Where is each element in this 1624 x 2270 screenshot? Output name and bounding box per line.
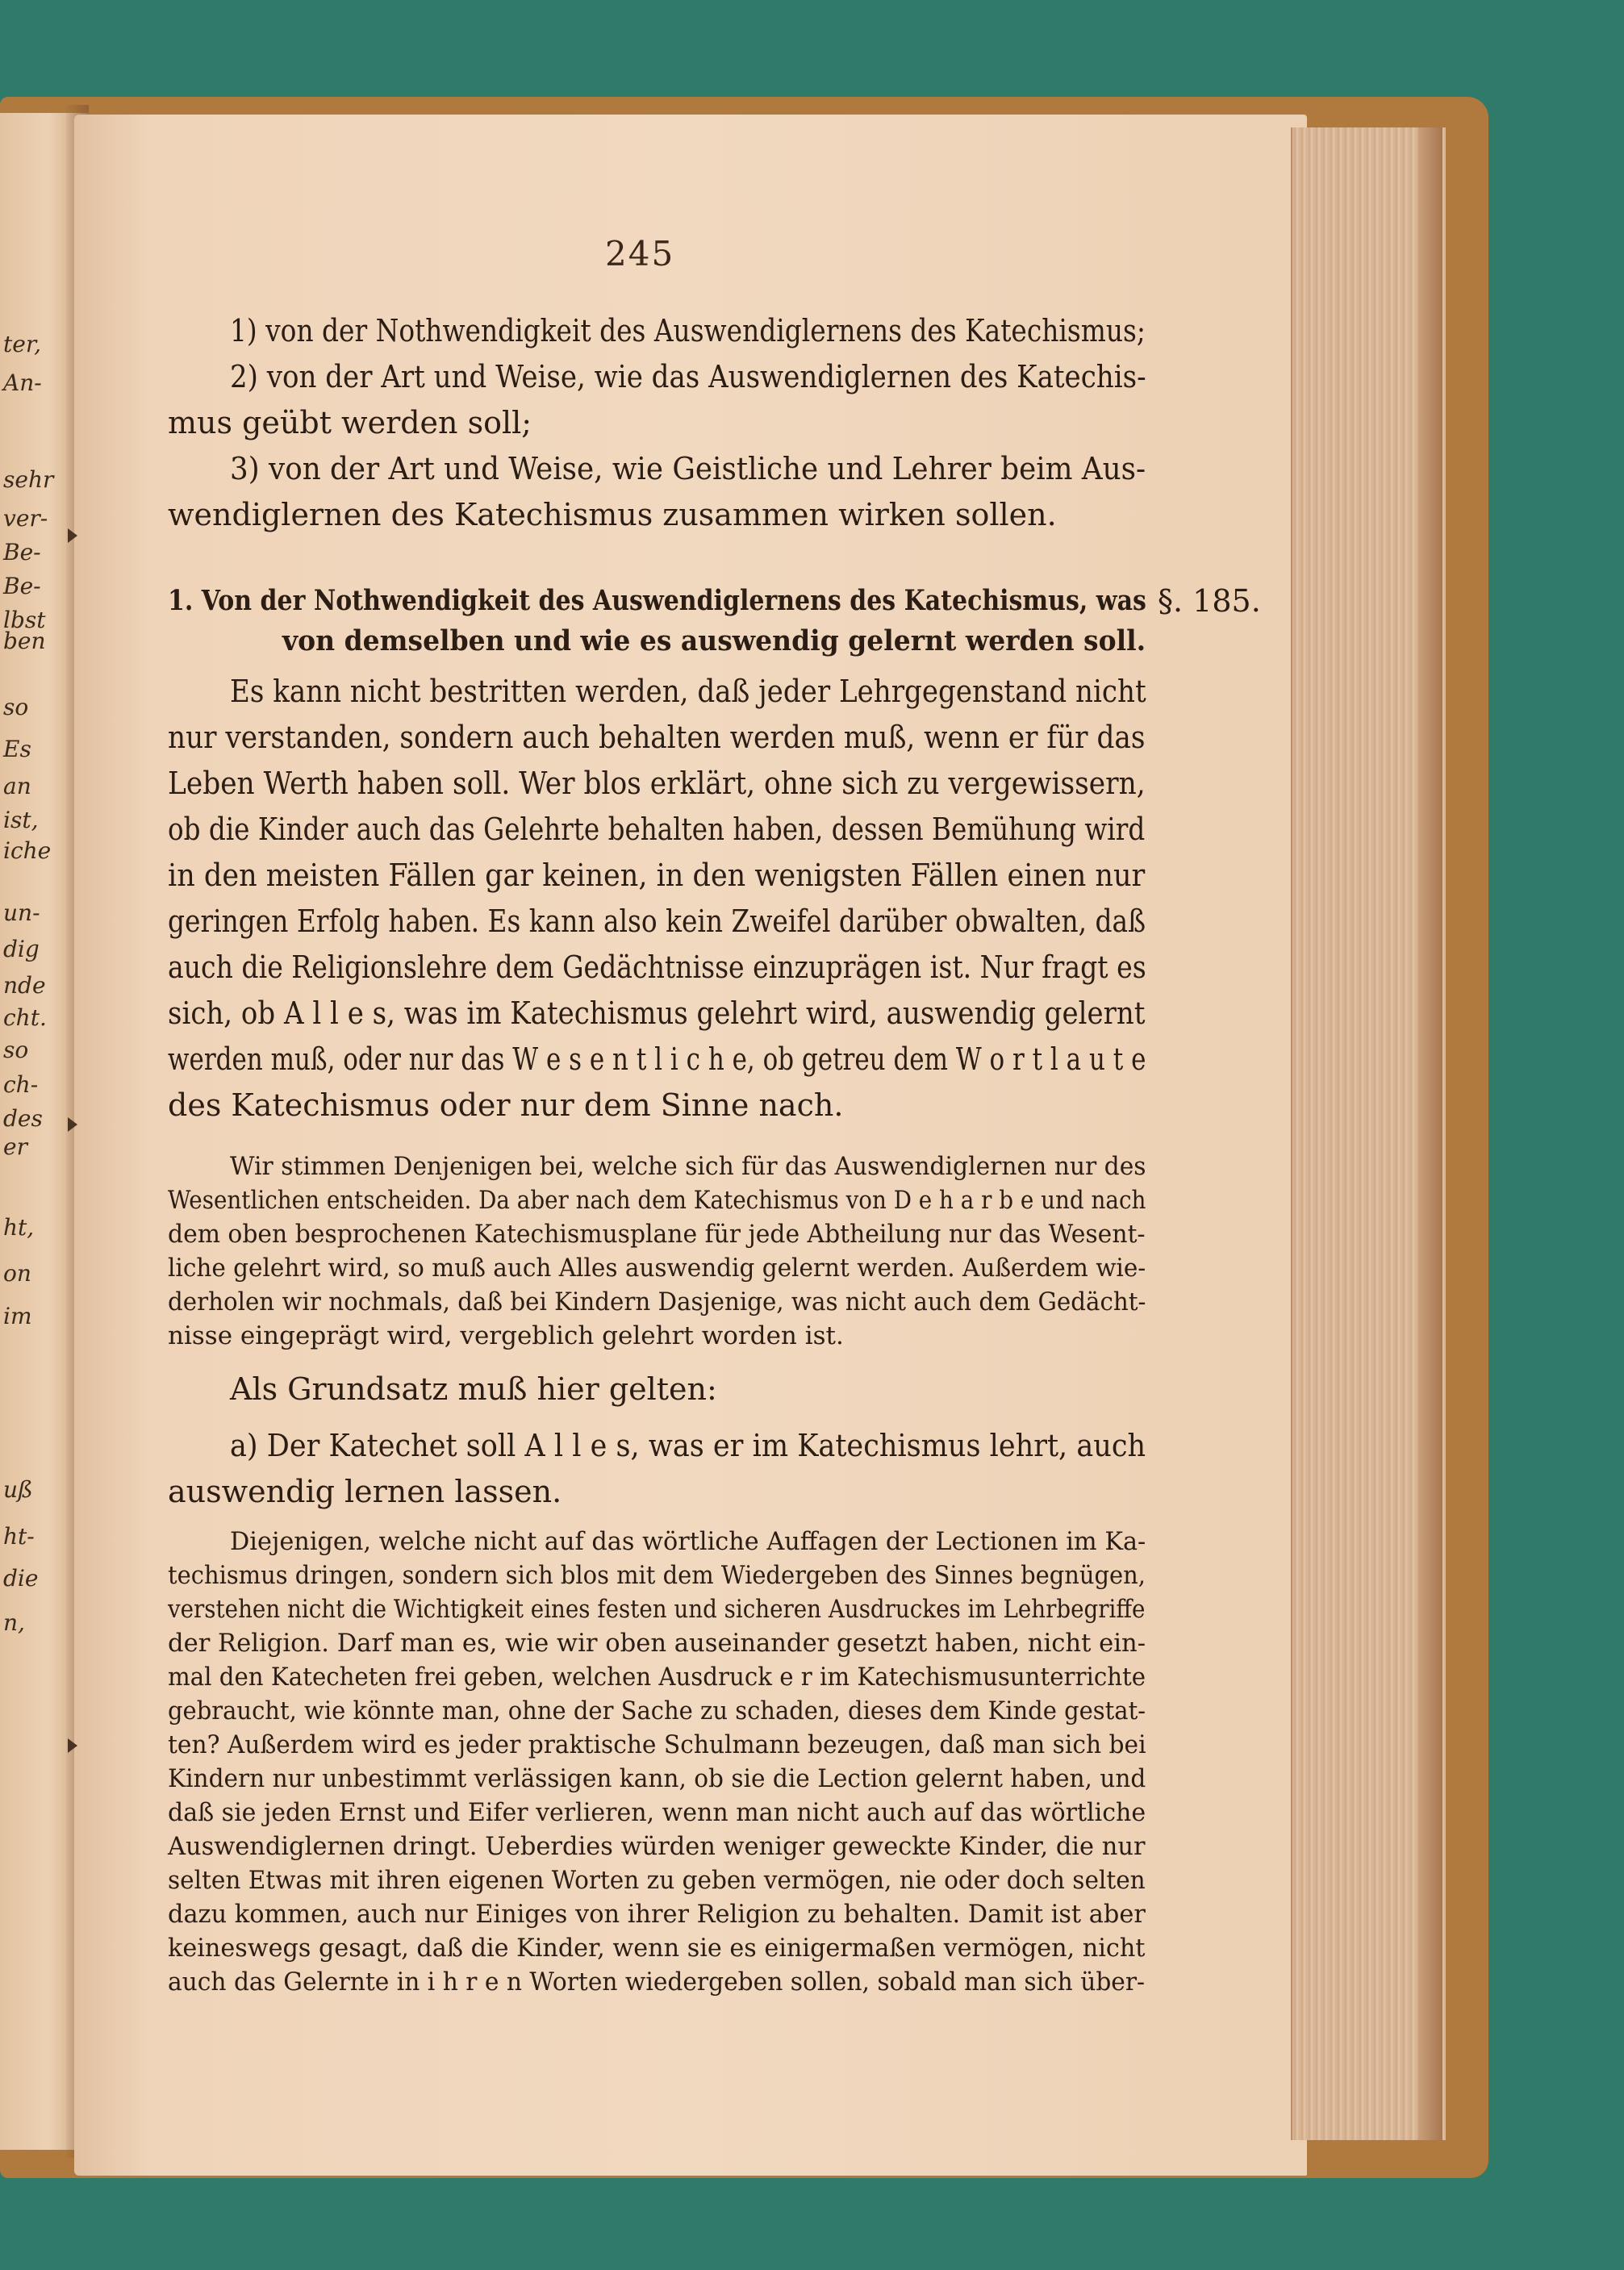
- note-line: ten? Außerdem wird es jeder praktische Schulmann bezeugen, daß man sich bei: [168, 1730, 1146, 1759]
- rule-line: auswendig lernen lassen.: [168, 1474, 562, 1509]
- left-fragment: nde: [3, 972, 46, 999]
- left-fragment: on: [3, 1260, 31, 1287]
- left-fragment: sehr: [3, 466, 54, 493]
- note-line: verstehen nicht die Wichtigkeit eines festen und sicheren Ausdruckes im Lehrbegriffe: [168, 1595, 1146, 1624]
- section-reference: §. 185.: [1158, 583, 1261, 619]
- left-fragment: so: [3, 1037, 29, 1063]
- note-line: Kindern nur unbestimmt verlässigen kann, ob sie die Lection gelernt haben, und: [168, 1764, 1146, 1793]
- note-line: nisse eingeprägt wird, vergeblich gelehrt worden ist.: [168, 1321, 844, 1350]
- note-line: dazu kommen, auch nur Einiges von ihrer Religion zu behalten. Damit ist aber: [168, 1900, 1146, 1929]
- page-number: 245: [605, 234, 675, 273]
- left-fragment: ht,: [3, 1214, 35, 1241]
- note-line: Diejenigen, welche nicht auf das wörtliche Auffagen der Lectionen im Ka-: [230, 1527, 1146, 1556]
- note-line: techismus dringen, sondern sich blos mit dem Wiedergeben des Sinnes begnügen,: [168, 1561, 1146, 1590]
- section-heading-line2: von demselben und wie es auswendig gelernt werden soll.: [282, 624, 1146, 657]
- left-fragment: im: [3, 1303, 32, 1329]
- left-fragment: ist,: [3, 807, 39, 833]
- cover-edge: [1418, 127, 1442, 2140]
- note-line: der Religion. Darf man es, wie wir oben auseinander gesetzt haben, nicht ein-: [168, 1629, 1146, 1658]
- paragraph-line: sich, ob A l l e s, was im Katechismus gelehrt wird, auswendig gelernt: [168, 995, 1146, 1031]
- left-fragment: un-: [3, 899, 40, 926]
- note-line: liche gelehrt wird, so muß auch Alles auswendig gelernt werden. Außerdem wie-: [168, 1254, 1146, 1283]
- paragraph-line: ob die Kinder auch das Gelehrte behalten haben, dessen Bemühung wird: [168, 812, 1146, 847]
- paragraph-line: Es kann nicht bestritten werden, daß jeder Lehrgegenstand nicht: [230, 674, 1146, 709]
- left-fragment: die: [3, 1565, 39, 1592]
- left-fragment: ben: [3, 628, 46, 654]
- note-line: keineswegs gesagt, daß die Kinder, wenn sie es einigermaßen vermögen, nicht: [168, 1934, 1146, 1963]
- page-marker-icon: [68, 1117, 77, 1132]
- left-fragment: Be-: [3, 573, 41, 599]
- paragraph-line: werden muß, oder nur das W e s e n t l i c h e, ob getreu dem W o r t l a u t e: [168, 1041, 1146, 1077]
- left-fragment: uß: [3, 1476, 33, 1503]
- note-line: daß sie jeden Ernst und Eifer verlieren, wenn man nicht auch auf das wörtliche: [168, 1798, 1146, 1827]
- intro-line: 2) von der Art und Weise, wie das Auswendiglernen des Katechis-: [230, 359, 1146, 394]
- left-fragment: er: [3, 1133, 27, 1160]
- page-marker-icon: [68, 1738, 77, 1753]
- rule-line: a) Der Katechet soll A l l e s, was er im Katechismus lehrt, auch: [230, 1428, 1146, 1463]
- left-fragment: ht-: [3, 1523, 35, 1550]
- left-fragment: cht.: [3, 1004, 47, 1031]
- principle-line: Als Grundsatz muß hier gelten:: [230, 1371, 717, 1407]
- intro-line: 3) von der Art und Weise, wie Geistliche und Lehrer beim Aus-: [230, 451, 1146, 486]
- paragraph-line: auch die Religionslehre dem Gedächtnisse einzuprägen ist. Nur fragt es: [168, 949, 1146, 985]
- left-fragment: ver-: [3, 505, 48, 532]
- left-fragment: an: [3, 773, 31, 799]
- note-line: auch das Gelernte in i h r e n Worten wiedergeben sollen, sobald man sich über-: [168, 1967, 1146, 1997]
- left-fragment: des: [3, 1105, 43, 1132]
- note-line: Auswendiglernen dringt. Ueberdies würden weniger geweckte Kinder, die nur: [168, 1832, 1146, 1861]
- paragraph-line: Leben Werth haben soll. Wer blos erklärt, ohne sich zu vergewissern,: [168, 766, 1146, 801]
- intro-line: wendiglernen des Katechismus zusammen wirken sollen.: [168, 497, 1057, 532]
- left-fragment: so: [3, 694, 29, 720]
- left-fragment: ch-: [3, 1071, 39, 1098]
- paragraph-line: des Katechismus oder nur dem Sinne nach.: [168, 1087, 844, 1123]
- left-fragment: iche: [3, 837, 52, 864]
- note-line: derholen wir nochmals, daß bei Kindern Dasjenige, was nicht auch dem Gedächt-: [168, 1287, 1146, 1317]
- left-fragment: Be-: [3, 539, 41, 565]
- note-line: mal den Katecheten frei geben, welchen Ausdruck e r im Katechismusunterrichte: [168, 1663, 1146, 1692]
- left-fragment: n,: [3, 1609, 25, 1636]
- note-line: Wir stimmen Denjenigen bei, welche sich für das Auswendiglernen nur des: [230, 1152, 1146, 1181]
- section-heading: 1. Von der Nothwendigkeit des Auswendiglernens des Katechismus, was: [168, 584, 1146, 617]
- left-fragment: Es: [3, 736, 31, 762]
- intro-line: mus geübt werden soll;: [168, 405, 532, 440]
- left-fragment: lbst: [3, 607, 46, 633]
- intro-line: 1) von der Nothwendigkeit des Auswendiglernens des Katechismus;: [230, 313, 1146, 348]
- note-line: selten Etwas mit ihren eigenen Worten zu geben vermögen, nie oder doch selten: [168, 1866, 1146, 1895]
- left-fragment: dig: [3, 936, 40, 962]
- paragraph-line: nur verstanden, sondern auch behalten werden muß, wenn er für das: [168, 720, 1146, 755]
- paragraph-line: in den meisten Fällen gar keinen, in den wenigsten Fällen einen nur: [168, 858, 1146, 893]
- note-line: dem oben besprochenen Katechismusplane für jede Abtheilung nur das Wesent-: [168, 1220, 1146, 1249]
- left-fragment: An-: [3, 369, 42, 396]
- note-line: Wesentlichen entscheiden. Da aber nach dem Katechismus von D e h a r b e und nach: [168, 1186, 1146, 1215]
- paragraph-line: geringen Erfolg haben. Es kann also kein Zweifel darüber obwalten, daß: [168, 903, 1146, 939]
- note-line: gebraucht, wie könnte man, ohne der Sache zu schaden, dieses dem Kinde gestat-: [168, 1696, 1146, 1725]
- left-fragment: ter,: [3, 331, 42, 357]
- page-marker-icon: [68, 528, 77, 543]
